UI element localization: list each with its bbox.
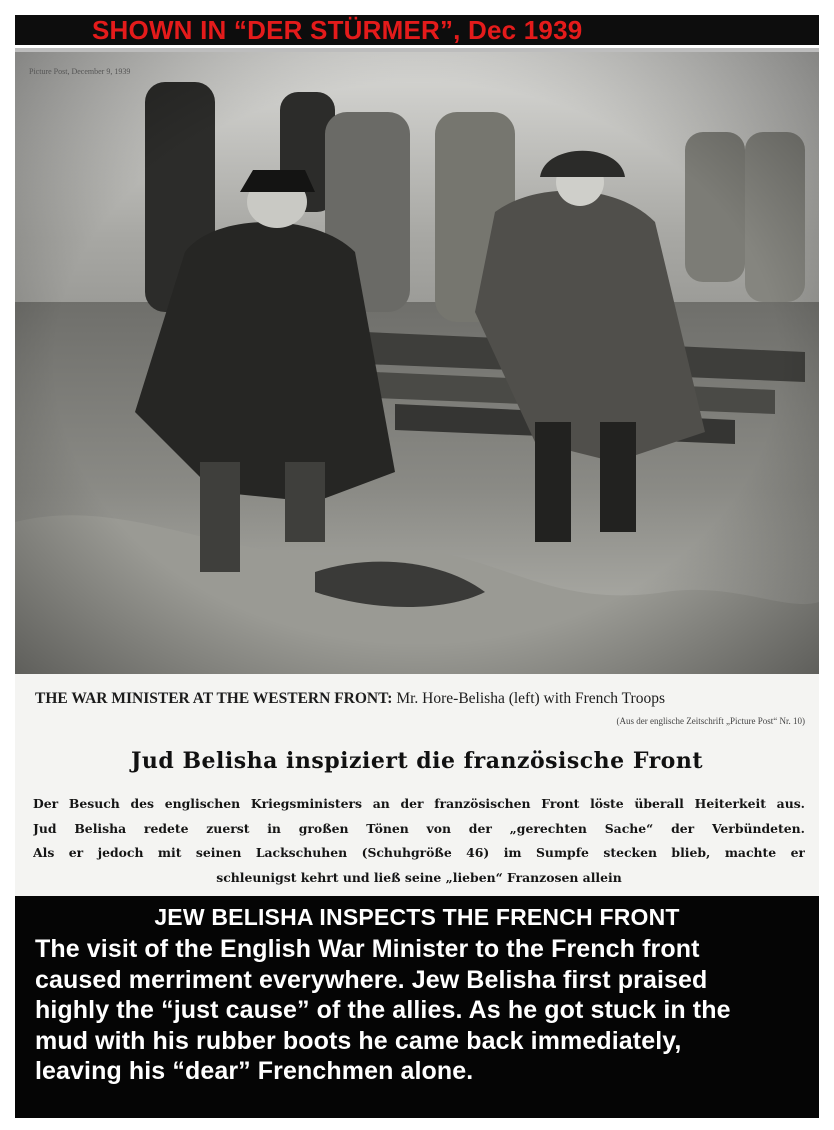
german-line: Jud Belisha redete zuerst in großen Tönen von der „gerechten Sache“ der Verbündeten. [33, 820, 805, 836]
translation-line: leaving his “dear” Frenchmen alone. [35, 1057, 474, 1085]
german-line: Der Besuch des englischen Kriegsministers an der französischen Front löste überall Heiterkeit aus. [33, 796, 805, 811]
header-title: SHOWN IN “DER STÜRMER”, Dec 1939 [92, 15, 583, 45]
translation-line: caused merriment everywhere. Jew Belisha first praised [35, 965, 708, 994]
caption-lead: THE WAR MINISTER AT THE WESTERN FRONT: [35, 690, 393, 707]
german-line: schleunigst kehrt und ließ seine „lieben“ Franzosen allein [216, 869, 622, 885]
archival-photograph [15, 52, 819, 674]
german-article [33, 792, 805, 890]
photo-vignette [15, 52, 819, 674]
photo-illustration [15, 52, 819, 674]
translation-line: The visit of the English War Minister to the French front [35, 935, 700, 963]
translation-heading: JEW BELISHA INSPECTS THE FRENCH FRONT [154, 904, 680, 930]
translation-body [35, 934, 819, 1087]
translation-line: mud with his rubber boots he came back immediately, [35, 1026, 682, 1055]
caption-rest: Mr. Hore-Belisha (left) with French Troops [396, 690, 665, 707]
german-line: Als er jedoch mit seinen Lackschuhen (Schuhgröße 46) im Sumpfe stecken blieb, machte er [33, 845, 805, 860]
photo-masthead: Picture Post, December 9, 1939 [29, 67, 131, 76]
photo-caption [35, 690, 815, 708]
translation-panel [15, 896, 819, 1118]
german-headline: Jud Belisha inspiziert die französische Front [131, 748, 703, 774]
newspaper-clipping [15, 674, 819, 896]
caption-credit: (Aus der englische Zeitschrift „Picture Post“ Nr. 10) [616, 716, 805, 726]
translation-line: highly the “just cause” of the allies. As he got stuck in the [35, 996, 731, 1024]
